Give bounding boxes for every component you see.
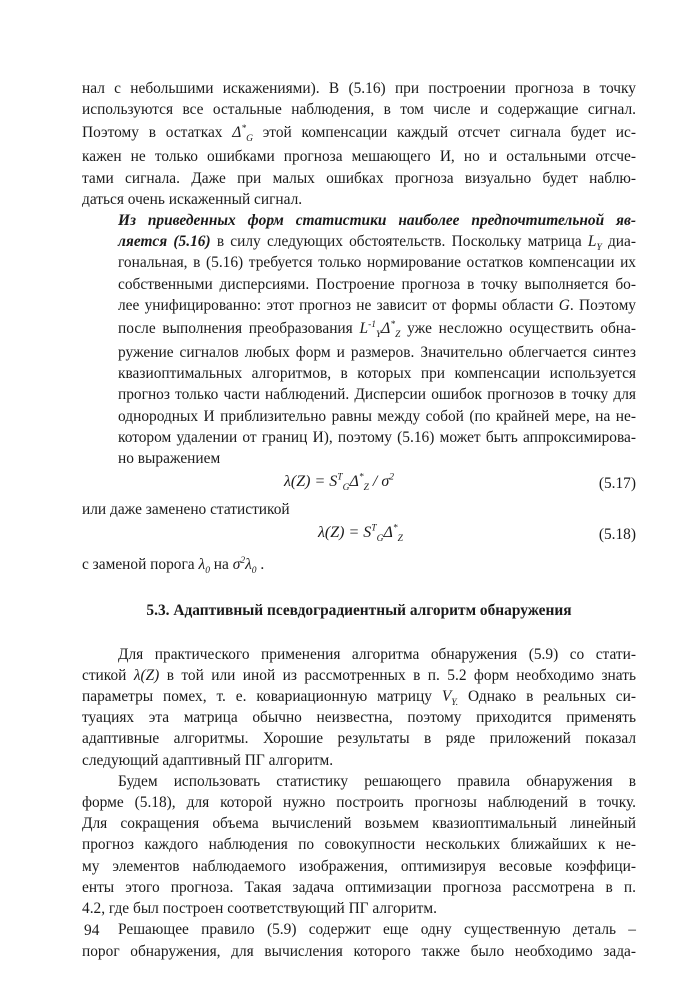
delta-g-star-symbol: $\Delta^*_G$ — [232, 124, 253, 145]
text-line: прогноз только части наблюдений. Дисперсии ошибок прогнозов в точку для — [118, 386, 636, 404]
section-heading: 5.3. Адаптивный псевдоградиентный алгоритм обнаружения — [146, 601, 572, 619]
paragraph-4 — [82, 771, 636, 919]
text-line: форме (5.18), для которой нужно построить прогнозы наблюдений в точку. — [82, 794, 636, 812]
paragraph-5 — [82, 919, 636, 961]
text-line: ружение сигналов любых форм и размеров. Значительно облегчается синтез — [118, 344, 636, 362]
text-line: прогноз каждого наблюдения по совокупности нескольких ближайших к не- — [82, 836, 636, 854]
matrix-vy-symbol: $V_{Y.}$ — [441, 688, 459, 709]
text-line: стикой λ(Z) в той или иной из рассмотренных в п. 5.2 форм необходимо знать — [82, 666, 636, 684]
text-line: даться очень искаженный сигнал. — [82, 190, 303, 208]
text-line: Поэтому в остатках $\Delta^*_G$ этой компенсации каждый отсчет сигнала будет ис- — [82, 124, 636, 145]
equation-number: (5.18) — [598, 526, 636, 544]
text-line: после выполнения преобразования $L^{-1}_Y\Delta^*_Z$ уже несложно осуществить обна- — [118, 319, 636, 341]
equation-5-17 — [82, 469, 636, 499]
text-line: 4.2, где был построен соответствующий ПГ алгоритм. — [82, 900, 437, 918]
text-line: адаптивные алгоритмы. Хорошие результаты в ряде приложений показал — [82, 730, 636, 748]
region-g-symbol: G — [558, 296, 570, 314]
equation-number: (5.17) — [598, 475, 636, 493]
paragraph-1 — [82, 78, 636, 210]
text-line: котором удалении от границ И), поэтому (5.16) может быть аппроксимирова- — [118, 428, 636, 446]
text-line: Для сокращения объема вычислений возьмем квазиоптимальный линейный — [82, 815, 636, 833]
text-line: однородных И приблизительно равны между собой (по крайней мере, на не- — [118, 407, 636, 425]
text-line: гональная, в (5.16) требуется только нормирование остатков компенсации их — [118, 254, 636, 272]
text-line: кажен не только ошибками прогноза мешающего И, но и остальными отсче- — [82, 148, 636, 166]
equation-formula: $\lambda(Z) = S^T_G\Delta^*_Z / \sigma^2$ — [284, 472, 394, 494]
between-text: или даже заменено статистикой — [82, 501, 290, 519]
paragraph-3 — [82, 644, 636, 771]
text-line: следующий адаптивный ПГ алгоритм. — [82, 751, 334, 769]
threshold-text: с заменой порога $\lambda_0$ на $\sigma^2\lambda_0$ . — [82, 556, 265, 577]
paragraph-2 — [82, 210, 636, 469]
text-line: используются все остальные наблюдения, в том числе и содержащие сигнал. — [82, 101, 636, 119]
sigma-lambda-symbol: $\sigma^2\lambda_0$ — [232, 556, 257, 577]
text-line: ляется (5.16) в силу следующих обстоятельств. Поскольку матрица $L_Y$ диа- — [118, 233, 636, 254]
lambda-0-symbol: $\lambda_0$ — [198, 556, 210, 577]
text-line: Решающее правило (5.9) содержит еще одну существенную деталь – — [118, 921, 636, 939]
text-line: Для практического применения алгоритма обнаружения (5.9) со стати- — [118, 645, 636, 663]
text-line: му элементов наблюдаемого изображения, оптимизируя весовые коэффици- — [82, 857, 636, 875]
text-line: тами сигнала. Даже при малых ошибках прогноза визуально будет наблю- — [82, 169, 636, 187]
text-line: квазиоптимальных алгоритмов, в которых при компенсации используется — [118, 365, 636, 383]
text-line: енты этого прогноза. Такая задача оптимизации прогноза рассмотрена в п. — [82, 878, 636, 896]
text-line: туациях эта матрица обычно неизвестна, поэтому приходится применять — [82, 709, 636, 727]
text-line: но выражением — [118, 450, 221, 468]
transform-symbol: $L^{-1}_Y\Delta^*_Z$ — [359, 319, 401, 341]
page-number: 94 — [84, 922, 100, 939]
text-line: лее унифицированно: этот прогноз не зависит от формы области G. Поэтому — [118, 296, 636, 314]
equation-formula: $\lambda(Z) = S^T_G\Delta^*_Z$ — [318, 524, 403, 545]
text-line: Из приведенных форм статистики наиболее предпочтительной яв- — [118, 212, 636, 230]
equation-5-18 — [82, 520, 636, 550]
page-body — [82, 78, 636, 962]
text-line: параметры помех, т. е. ковариационную матрицу $V_{Y.}$ Однако в реальных си- — [82, 688, 636, 709]
matrix-ly-symbol: $L_Y$ — [587, 233, 602, 254]
text-line: собственными дисперсиями. Построение прогноза в точку выполняется бо- — [118, 275, 636, 293]
text-line: Будем использовать статистику решающего правила обнаружения в — [118, 772, 636, 790]
text-line: порог обнаружения, для вычисления которого также было необходимо зада- — [82, 942, 636, 960]
text-line: нал с небольшими искажениями). В (5.16) при построении прогноза в точку — [82, 80, 636, 97]
